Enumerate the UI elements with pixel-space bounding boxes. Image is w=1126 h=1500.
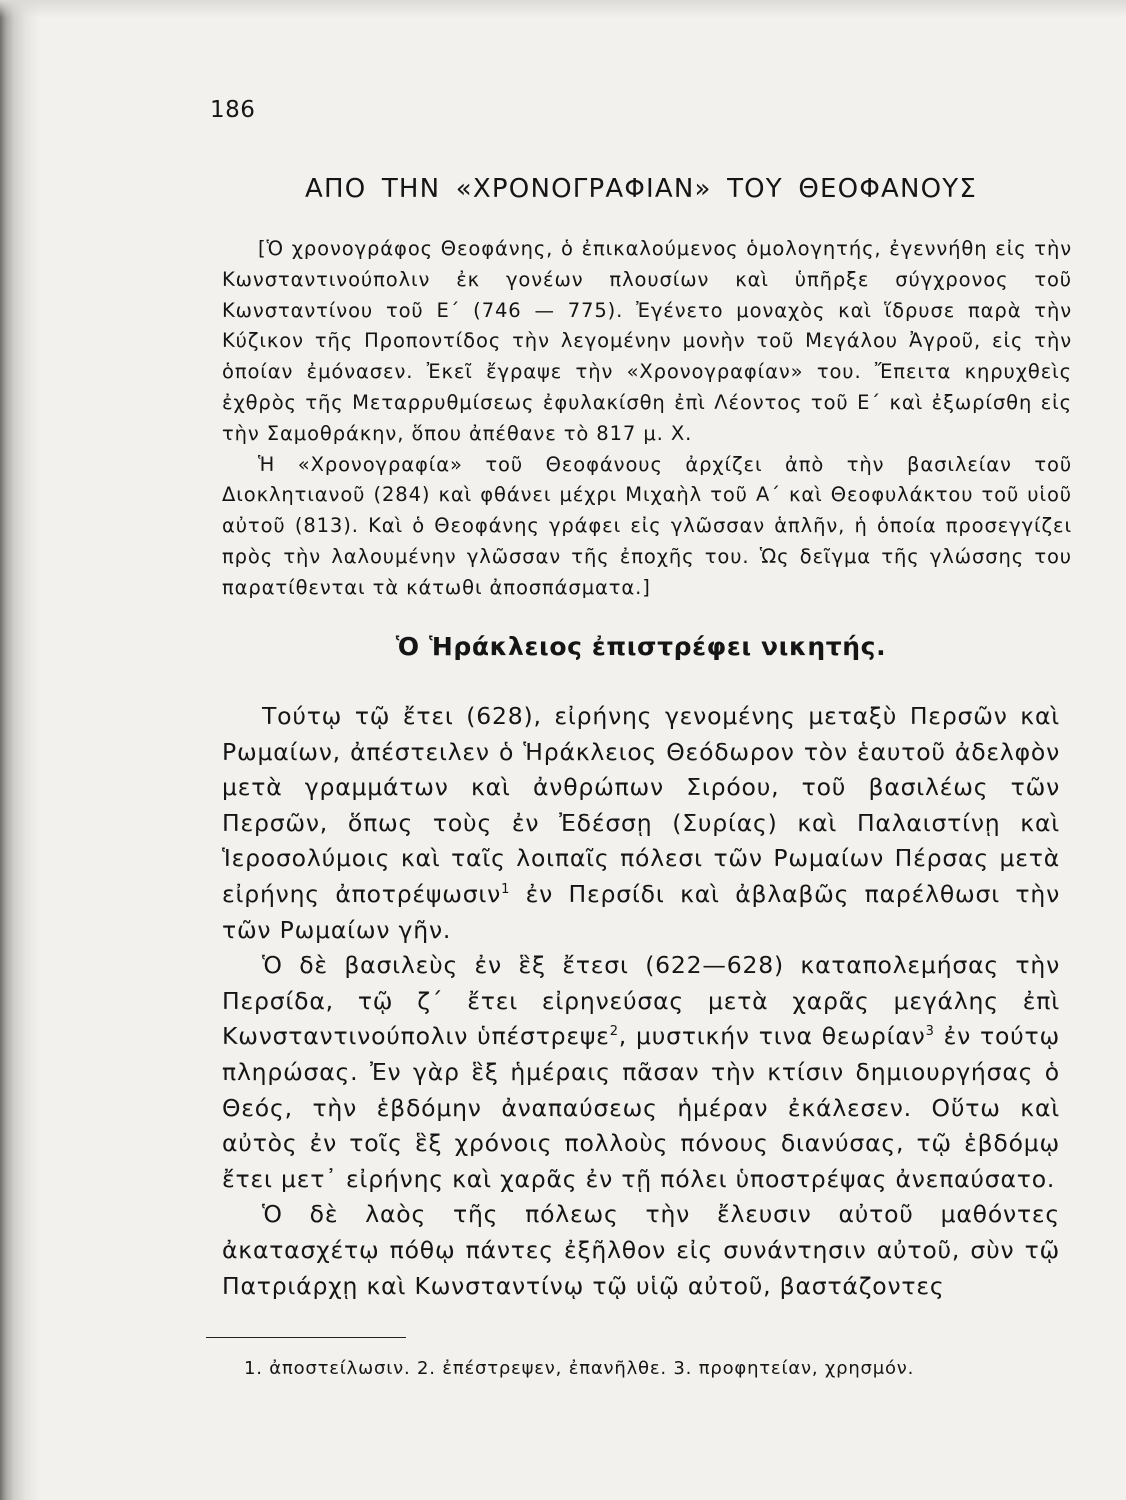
page-edge-shadow [0, 0, 40, 1500]
page-number: 186 [210, 97, 256, 123]
body-text-span: Ὁ δὲ βασιλεὺς ἐν ἓξ ἔτεσι (622—628) καταπολεμήσας τὴν Περσίδα, τῷ ζ΄ ἔτει εἰρηνεύσας μετὰ χαρᾶς μεγάλης ἐπὶ Κωνσταντινούπολιν ὑπέστρεψε [222, 951, 1060, 1051]
intro-paragraph: [Ὁ χρονογράφος Θεοφάνης, ὁ ἐπικαλούμενος ὁμολογητής, ἐγεννήθη εἰς τὴν Κωνσταντινούπολιν ἐκ γονέων πλουσίων καὶ ὑπῆρξε σύγχρονος τοῦ Κωνσταντίνου τοῦ Ε΄ (746 — 775). Ἐγένετο μοναχὸς καὶ ἵδρυσε παρὰ τὴν Κύζικον τῆς Προποντίδος τὴν λεγομένην μονὴν τοῦ Μεγάλου Ἀγροῦ, εἰς τὴν ὁποίαν ἐμόνασεν. Ἐκεῖ ἔγραψε τὴν «Χρονογραφίαν» του. Ἔπειτα κηρυχθεὶς ἐχθρὸς τῆς Μεταρρυθμίσεως ἐφυλακίσθη ἐπὶ Λέοντος τοῦ Ε΄ καὶ ἐξωρίσθη εἰς τὴν Σαμοθράκην, ὅπου ἀπέθανε τὸ 817 μ. Χ. [222, 237, 1072, 445]
main-text-block [222, 699, 1060, 1304]
section-heading: Ὁ Ἡράκλειος ἐπιστρέφει νικητής. [395, 632, 887, 661]
page-top-shadow [0, 0, 1126, 18]
body-text-span: ἐν Περσίδι καὶ ἀβλαβῶς παρέλθωσι τὴν τῶν Ρωμαίων γῆν. [222, 879, 1060, 944]
body-text-span: , μυστικήν τινα θεωρίαν [618, 1022, 926, 1051]
footnote-mark: 1 [501, 881, 511, 897]
body-paragraph: Ὁ δὲ λαὸς τῆς πόλεως τὴν ἔλευσιν αὐτοῦ μαθόντες ἀκατασχέτῳ πόθῳ πάντες ἐξῆλθον εἰς συνάντησιν αὐτοῦ, σὺν τῷ Πατριάρχῃ καὶ Κωνσταντίνῳ τῷ υἱῷ αὐτοῦ, βαστάζοντες [222, 1200, 1060, 1300]
footnote-mark: 3 [925, 1024, 935, 1040]
footnotes: 1. ἀποστείλωσιν. 2. ἐπέστρεψεν, ἐπανῆλθε. 3. προφητείαν, χρησμόν. [244, 1358, 915, 1379]
footnote-divider [206, 1337, 406, 1338]
introduction-block [222, 234, 1072, 604]
intro-paragraph: Ἡ «Χρονογραφία» τοῦ Θεοφάνους ἀρχίζει ἀπὸ τὴν βασιλείαν τοῦ Διοκλητιανοῦ (284) καὶ φθάνει μέχρι Μιχαὴλ τοῦ Α΄ καὶ Θεοφυλάκτου τοῦ υἱοῦ αὐτοῦ (813). Καὶ ὁ Θεοφάνης γράφει εἰς γλῶσσαν ἁπλῆν, ἡ ὁποία προσεγγίζει πρὸς τὴν λαλουμένην γλῶσσαν τῆς ἐποχῆς του. Ὡς δεῖγμα τῆς γλώσσης του παρατίθενται τὰ κάτωθι ἀποσπάσματα.] [222, 452, 1072, 599]
body-text-span: Τούτῳ τῷ ἔτει (628), εἰρήνης γενομένης μεταξὺ Περσῶν καὶ Ρωμαίων, ἀπέστειλεν ὁ Ἡράκλειος Θεόδωρον τὸν ἑαυτοῦ ἀδελφὸν μετὰ γραμμάτων καὶ ἀνθρώπων Σιρόου, τοῦ βασιλέως τῶν Περσῶν, ὅπως τοὺς ἐν Ἐδέσσῃ (Συρίας) καὶ Παλαιστίνῃ καὶ Ἱεροσολύμοις καὶ ταῖς λοιπαῖς πόλεσι τῶν Ρωμαίων Πέρσας μετὰ εἰρήνης ἀποτρέψωσιν [222, 702, 1060, 908]
body-paragraph [222, 948, 1060, 1197]
body-text-span: ἐν τούτῳ πληρώσας. Ἐν γὰρ ἓξ ἡμέραις πᾶσαν τὴν κτίσιν δημιουργήσας ὁ Θεός, τὴν ἑβδόμην ἀναπαύσεως ἡμέραν ἐκάλεσεν. Οὕτω καὶ αὐτὸς ἐν τοῖς ἓξ χρόνοις πολλοὺς πόνους διανύσας, τῷ ἑβδόμῳ ἔτει μετ᾽ εἰρήνης καὶ χαρᾶς ἐν τῇ πόλει ὑποστρέψας ἀνεπαύσατο. [222, 1022, 1060, 1193]
chapter-title: ΑΠΟ ΤΗΝ «ΧΡΟΝΟΓΡΑΦΙΑΝ» ΤΟΥ ΘΕΟΦΑΝΟΥΣ [304, 174, 977, 204]
footnote-mark: 2 [609, 1024, 619, 1040]
body-paragraph [222, 699, 1060, 948]
